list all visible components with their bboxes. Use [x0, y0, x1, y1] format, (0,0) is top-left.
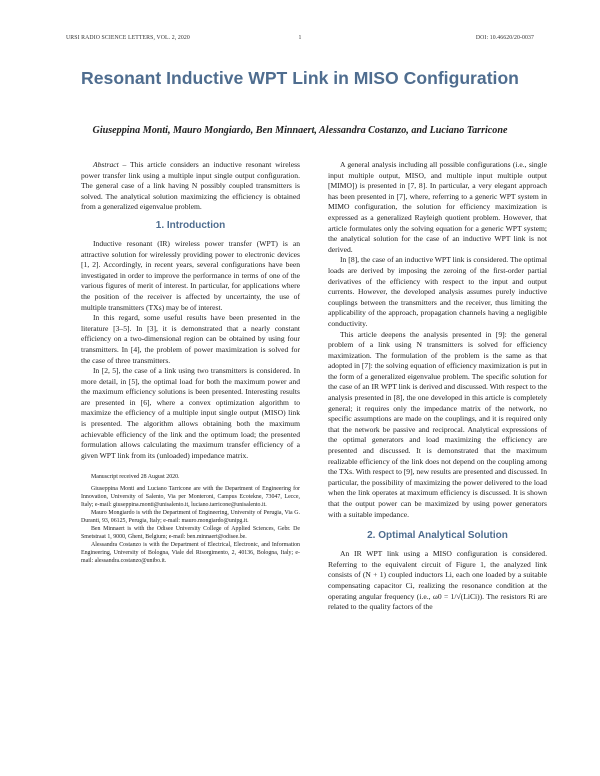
- section-heading-introduction: 1. Introduction: [155, 219, 226, 231]
- intro-paragraph: Inductive resonant (IR) wireless power transfer (WPT) is an attractive solution for wirelessly providing power to electronic devices [1, 2]. Accordingly, in recent years, several configurations have been investigated in order to improve the performance in terms of one of the various figures of merit of interest. In particular, for applications where the position of the receiver is affected by uncertainty, the use of multiple transmitters (TXs) may be of interest.: [81, 238, 300, 312]
- page-number: 1: [298, 35, 302, 41]
- body-paragraph: A general analysis including all possible configurations (i.e., single input multiple output, MISO, and multiple input multiple output [MIMO]) is presented in [7, 8]. In particular, a very elegant approach has been presented in [7], where, referring to a generic WPT system in MIMO configuration, the solution for efficiency maximization is expressed as a generalized Rayleigh quotient problem. However, that article formulates only the solving equation for a generic WPT system; the analytical solution for the case of an inductive WPT link is not derived.: [328, 160, 547, 254]
- body-paragraph: This article deepens the analysis presented in [9]: the general problem of a link using N transmitters is solved for efficiency maximization. The formulation of the problem is the same as that adopted in [7]: the solving equation of efficiency maximization is put in the form of a generalized eigenvalue problem. The specific solution for the case of an IR WPT link is derived and discussed. With respect to the analysis presented in [8], the one developed in this article is completely general; it requires only the impedance matrix of the network, no specific assumptions are made on the couplings, and it is required only that the network be passive and reciprocal. Analytical expressions of the optimal generators and load maximizing the efficiency are presented and discussed. It is demonstrated that the maximum realizable efficiency of the link does not depend on the coupling among the TXs. With respect to [9], new results are presented and discussed. In particular, the possibility of maximizing the power delivered to the load when the link operates at maximum efficiency is discussed. It is shown that the output power can be maximized by using power generators with a suitable impedance.: [328, 329, 547, 519]
- author-list: Giuseppina Monti, Mauro Mongiardo, Ben Minnaert, Alessandra Costanzo, and Luciano Tarricone: [92, 125, 508, 136]
- body-paragraph: In [8], the case of an inductive WPT link is considered. The optimal loads are derived by imposing the zeroing of the first-order partial derivatives of the efficiency with respect to the input and output currents. However, the developed analysis assumes purely inductive couplings between the transmitters and the receiver, thus limiting the applicability of the approach, propagation channels having a negligible conductivity.: [328, 255, 547, 328]
- footnote-affiliation: Giuseppina Monti and Luciano Tarricone are with the Department of Engineering for Innovation, University of Salento, Via per Monteroni, Campus Ecotekne, 73047, Lecce, Italy; e-mail: giuseppina.monti@unisalento.it, luciano.tarricone@unisalento.it.: [81, 485, 300, 508]
- abstract-label: Abstract: [93, 160, 119, 169]
- footnote-affiliation: Alessandra Costanzo is with the Department of Electrical, Electronic, and Information Engineering, University of Bologna, Viale del Risorgimento, 2, 40136, Bologna, Italy; e-mail: alessandra.costanzo@unibo.it.: [81, 542, 300, 565]
- footnote-received: Manuscript received 28 August 2020.: [91, 474, 180, 481]
- abstract-text: – This article considers an inductive resonant wireless power transfer link using a multiple input single output configuration. The general case of a link having N possibly coupled transmitters is solved. The analytical solution maximizing the efficiency is obtained from a generalized eigenvalue problem.: [81, 160, 300, 212]
- footnote-affiliation: Ben Minnaert is with the Odisee University College of Applied Sciences, Gebr. De Smetstraat 1, 9000, Ghent, Belgium; e-mail: ben.minnaert@odisee.be.: [81, 526, 300, 541]
- left-column: [81, 160, 300, 565]
- doi: DOI: 10.46620/20-0037: [475, 35, 534, 41]
- footnote-affiliation: Mauro Mongiardo is with the Department of Engineering, University of Perugia, Via G. Duranti, 93, 06125, Perugia, Italy; e-mail: mauro.mongiardo@unipg.it.: [81, 509, 300, 524]
- abstract: [81, 160, 300, 213]
- intro-paragraph: In [2, 5], the case of a link using two transmitters is considered. In more detail, in [5], the optimal load for both the maximum power and the maximum efficiency solutions is been presented. Interesting results are presented in [6], where a convex optimization algorithm to maximize the efficiency of a multiple input single output (MISO) link is presented. The algorithm allows obtaining both the maximum achievable efficiency of the link and the optimum load; the presented formulation allows calculating the maximum transfer efficiency of a given WPT link from its (unloaded) impedance matrix.: [81, 366, 300, 460]
- body-paragraph: An IR WPT link using a MISO configuration is considered. Referring to the equivalent circuit of Figure 1, the analyzed link consists of (N + 1) coupled inductors Li, each one loaded by a suitable compensating capacitor Ci, realizing the resonance condition at the operating angular frequency (i.e., ω0 = 1/√(LiCi)). The resistors Ri are related to the quality factors of the: [328, 549, 547, 612]
- running-header: [66, 35, 534, 45]
- section-heading-optimal-solution: 2. Optimal Analytical Solution: [367, 530, 508, 542]
- intro-paragraph: In this regard, some useful results have been presented in the literature [3–5]. In [3], it is demonstrated that a nearly constant efficiency on a two-dimensional region can be obtained by using four transmitters. In [4], the problem of power maximization is solved for the case of three transmitters.: [81, 313, 300, 365]
- right-column: [328, 160, 547, 613]
- footnotes: [81, 473, 300, 565]
- journal-name: URSI RADIO SCIENCE LETTERS, VOL. 2, 2020: [66, 35, 190, 41]
- paper-title: Resonant Inductive WPT Link in MISO Configuration: [81, 68, 519, 88]
